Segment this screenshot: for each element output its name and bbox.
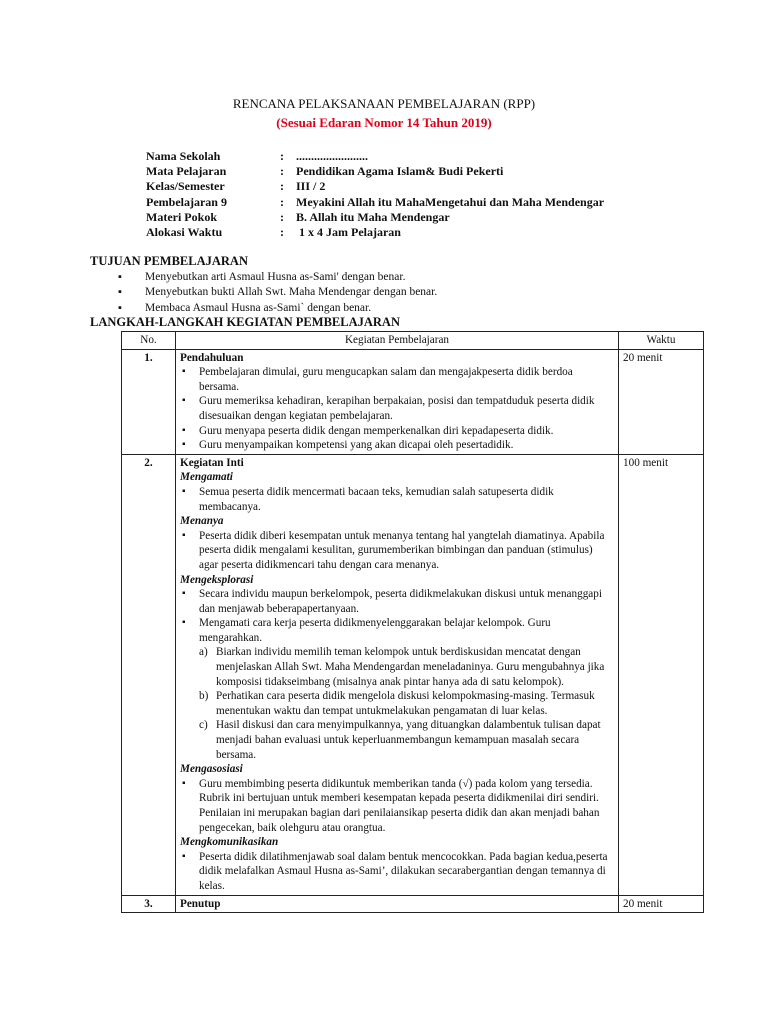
list-item: [180, 616, 614, 762]
activity-cell: [176, 349, 619, 454]
info-value: III / 2: [296, 179, 326, 194]
info-colon: :: [280, 179, 284, 194]
info-value: Meyakini Allah itu MahaMengetahui dan Maha Mendengar: [296, 194, 605, 209]
info-label: Alokasi Waktu: [146, 225, 223, 240]
table-row: [122, 349, 704, 454]
sub-list-item: [199, 718, 614, 762]
info-colon: :: [280, 225, 284, 240]
list-item: ▪ Semua peserta didik mencermati bacaan teks, kemudian salah satupeserta didik membacanya.: [180, 485, 614, 514]
phase-title-mengasosiasi: Mengasosiasi: [180, 763, 243, 776]
info-row: [146, 225, 604, 240]
info-label: Mata Pelajaran: [146, 164, 227, 179]
sub-list-text: Perhatikan cara peserta didik mengelola diskusi kelompokmasing-masing. Termasuk menentukan waktu dan tempat untukmelakukan pengamatan di luar kelas.: [216, 690, 595, 717]
table-header-row: [122, 332, 704, 350]
table-row: [122, 454, 704, 895]
goal-item: ▪ Membaca Asmaul Husna as-Sami` dengan benar.: [118, 301, 437, 316]
list-item: ▪ Guru memeriksa kehadiran, kerapihan berpakaian, posisi dan tempatduduk peserta didik disesuaikan dengan kegiatan pembelajaran.: [180, 394, 614, 423]
list-item: ▪ Peserta didik diberi kesempatan untuk menanya tentang hal yangtelah diamatinya. Apabila peserta didik mengalami kesulitan, gurumemberikan bimbingan dan panduan (stimulus) agar peserta didikmencari tahu dengan cara menanya.: [180, 529, 614, 573]
info-value: B. Allah itu Maha Mendengar: [296, 209, 450, 224]
time-cell: 100 menit: [619, 454, 704, 895]
activity-bullets: [180, 485, 614, 514]
phase-title-mengeksplorasi: Mengeksplorasi: [180, 573, 254, 586]
goals-heading: TUJUAN PEMBELAJARAN: [90, 254, 248, 268]
column-header-no: No.: [122, 332, 176, 350]
info-label: Pembelajaran 9: [146, 194, 227, 209]
info-row: [146, 164, 604, 179]
list-item-text: Mengamati cara kerja peserta didikmenyelenggarakan belajar kelompok. Guru mengarahkan.: [199, 617, 551, 644]
list-item: ▪ Guru menyapa peserta didik dengan memperkenalkan diri kepadapeserta didik.: [180, 424, 614, 439]
sub-list-text: Biarkan individu memilih teman kelompok untuk berdiskusidan mencatat dengan menjelaskan Allah Swt. Maha Mendengardan meneladaninya. Guru mengubahnya jika komposisi tidakseimbang (misalnya anak pintar hanya ada di satu kelompok).: [216, 646, 605, 688]
sub-list-item: [199, 689, 614, 718]
activity-bullets: [180, 529, 614, 573]
activity-cell: [176, 895, 619, 913]
info-colon: :: [280, 164, 284, 179]
phase-title-menanya: Menanya: [180, 515, 224, 528]
goal-item: ▪ Menyebutkan bukti Allah Swt. Maha Mendengar dengan benar.: [118, 285, 437, 300]
document-subtitle: (Sesuai Edaran Nomor 14 Tahun 2019): [276, 115, 492, 130]
list-item: ▪ Guru membimbing peserta didikuntuk memberikan tanda (√) pada kolom yang tersedia. Rubrik ini bertujuan untuk memberi kesempatan kepada peserta didikmenilai diri sendiri. Penilaian ini merupakan bagian dari penilaiansikap peserta didik dan akan menjadi bahan pengecekan, baik olehguru atau orangtua.: [180, 777, 614, 835]
table-row: [122, 895, 704, 913]
activity-bullets: [180, 850, 614, 894]
activity-bullets: [180, 777, 614, 835]
time-cell: 20 menit: [619, 895, 704, 913]
phase-title-mengamati: Mengamati: [180, 471, 233, 484]
info-row: [146, 210, 604, 225]
activity-cell: [176, 454, 619, 895]
info-row: [146, 195, 604, 210]
sub-list: [199, 645, 614, 762]
info-label: Kelas/Semester: [146, 179, 225, 194]
row-number: 2.: [122, 454, 176, 895]
sub-list-marker: a): [199, 646, 208, 659]
info-colon: :: [280, 149, 284, 163]
goal-item: ▪ Menyebutkan arti Asmaul Husna as-Sami' dengan benar.: [118, 270, 437, 285]
time-cell: 20 menit: [619, 349, 704, 454]
goals-list: [118, 270, 437, 316]
info-row: [146, 149, 604, 164]
list-item: ▪ Pembelajaran dimulai, guru mengucapkan salam dan mengajakpeserta didik berdoa bersama.: [180, 365, 614, 394]
identity-block: [146, 149, 604, 240]
activity-table: [121, 331, 704, 913]
list-item: ▪ Secara individu maupun berkelompok, peserta didikmelakukan diskusi untuk menanggapi dan menjawab beberapapertanyaan.: [180, 587, 614, 616]
activity-title: Kegiatan Inti: [180, 456, 244, 469]
sub-list-text: Hasil diskusi dan cara menyimpulkannya, yang dituangkan dalambentuk tulisan dapat menjadi bahan evaluasi untuk keperluanmembangun kemampuan masalah secara bersama.: [216, 719, 601, 761]
column-header-activity: Kegiatan Pembelajaran: [176, 332, 619, 350]
phase-title-mengkomunikasikan: Mengkomunikasikan: [180, 836, 279, 849]
activity-bullets: [180, 587, 614, 762]
info-colon: :: [280, 194, 284, 209]
row-number: 1.: [122, 349, 176, 454]
list-item: ▪ Guru menyampaikan kompetensi yang akan dicapai oleh pesertadidik.: [180, 438, 614, 453]
document-title: RENCANA PELAKSANAAN PEMBELAJARAN (RPP): [232, 96, 536, 111]
info-value: 1 x 4 Jam Pelajaran: [296, 225, 401, 240]
info-label: Nama Sekolah: [146, 149, 221, 163]
info-colon: :: [280, 209, 284, 224]
sub-list-marker: c): [199, 719, 208, 732]
sub-list-marker: b): [199, 690, 209, 703]
activity-title: Penutup: [180, 897, 221, 910]
column-header-time: Waktu: [619, 332, 704, 350]
activity-bullets: [180, 365, 614, 453]
info-value: Pendidikan Agama Islam& Budi Pekerti: [296, 164, 504, 179]
info-row: [146, 179, 604, 194]
steps-heading: LANGKAH-LANGKAH KEGIATAN PEMBELAJARAN: [90, 315, 400, 329]
activity-title: Pendahuluan: [180, 351, 244, 364]
info-label: Materi Pokok: [146, 209, 217, 224]
sub-list-item: [199, 645, 614, 689]
list-item: ▪ Peserta didik dilatihmenjawab soal dalam bentuk mencocokkan. Pada bagian kedua,peserta didik melafalkan Asmaul Husna as-Sami’, dilakukan secarabergantian dengan temannya di kelas.: [180, 850, 614, 894]
info-value: ........................: [296, 149, 368, 163]
row-number: 3.: [122, 895, 176, 913]
